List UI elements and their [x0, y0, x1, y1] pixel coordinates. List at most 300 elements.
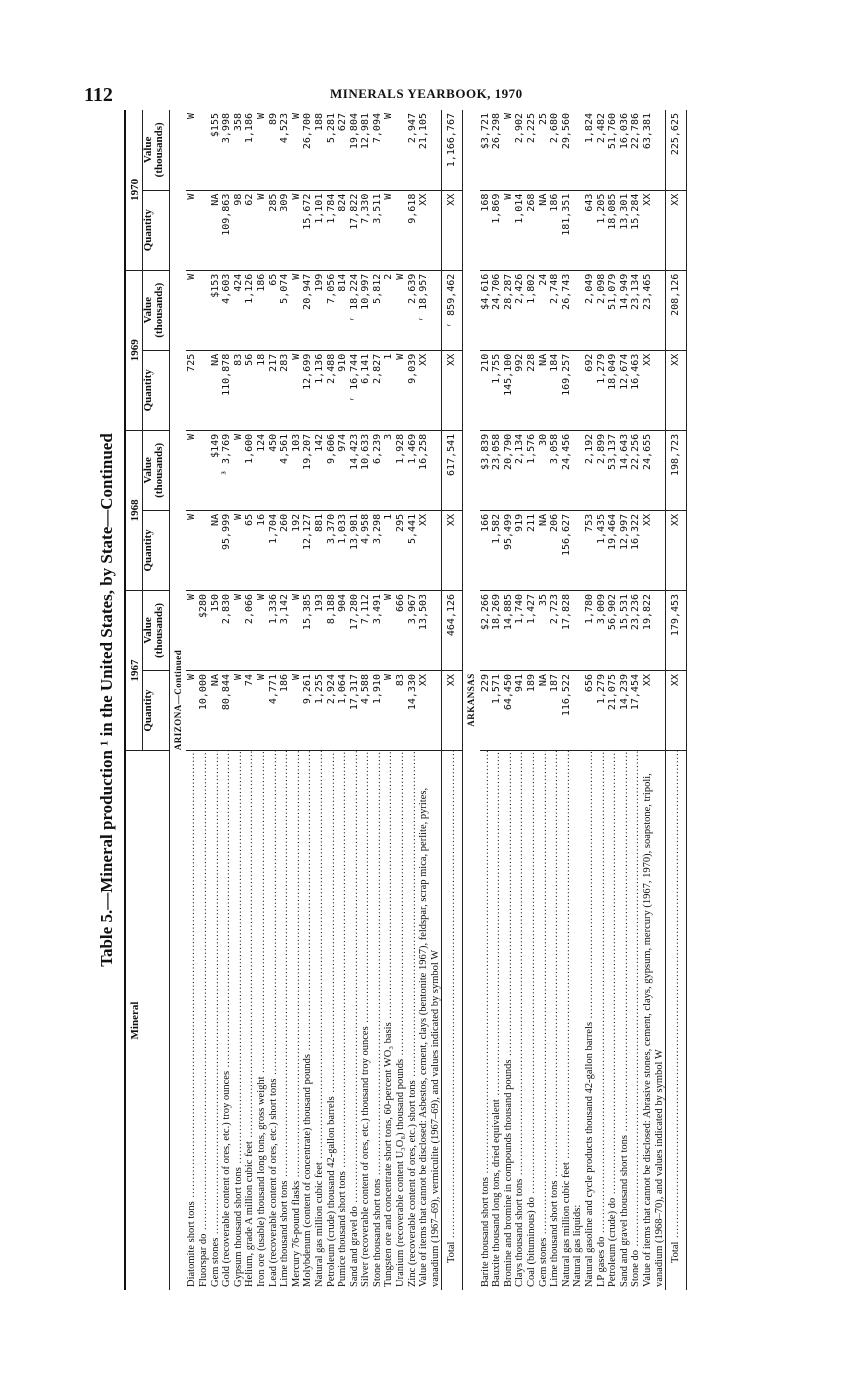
value-cell: $149 — [210, 430, 222, 510]
quantity-cell: 189 — [526, 671, 538, 751]
value-cell: 142 — [314, 430, 326, 510]
quantity-cell: NA — [538, 350, 550, 430]
value-cell: 1,928 — [395, 430, 407, 510]
quantity-cell: 1,571 — [491, 671, 503, 751]
mineral-name: Barite — [479, 1261, 491, 1287]
unit-label: thousand short tons — [279, 1180, 291, 1263]
unit-label: do — [526, 1197, 537, 1208]
value-cell: W — [186, 110, 198, 190]
quantity-cell: 210 — [480, 350, 492, 430]
value-cell: W — [186, 270, 198, 350]
table-row — [526, 110, 538, 1290]
mineral-name: Value of items that cannot be disclosed: Asbestos, cement, clays (bentonite 1967), feldspar, scrap mica, perlite, pyrites, vanadium (1967–69), vermiculite (1967–69), and values indicated by symbol W — [418, 787, 441, 1287]
unit-label: thousand pounds — [395, 1058, 407, 1130]
quantity-cell: 4,958 — [360, 510, 372, 590]
mineral-production-table — [124, 110, 687, 1290]
value-cell: $4,616 — [480, 270, 492, 350]
quantity-cell: 9,039 — [407, 350, 419, 430]
quantity-cell — [198, 190, 210, 270]
quantity-cell: NA — [210, 350, 222, 430]
quantity-cell: 2,924 — [326, 671, 338, 751]
value-cell: 4,561 — [279, 430, 291, 510]
mineral-name-cell — [584, 751, 596, 1290]
unit-label: troy ounces — [221, 1070, 233, 1120]
quantity-cell: 192 — [291, 510, 303, 590]
value-cell: 627 — [337, 110, 349, 190]
quantity-cell: 1 — [383, 350, 395, 430]
quantity-cell: 206 — [549, 510, 561, 590]
quantity-cell: NA — [210, 190, 222, 270]
total-quantity-cell: XX — [666, 671, 687, 751]
value-cell: 2,748 — [549, 270, 561, 350]
value-cell: ³ 3,769 — [221, 430, 233, 510]
mineral-name: Bromine and bromine in compounds — [502, 1133, 514, 1287]
mineral-name-cell — [244, 751, 256, 1290]
quantity-cell: 228 — [526, 350, 538, 430]
value-cell: 5,812 — [372, 270, 384, 350]
value-header: Value (thousands) — [142, 270, 169, 350]
total-value-cell: 198,723 — [666, 430, 687, 510]
quantity-cell: W — [383, 671, 395, 751]
quantity-cell: 18,085 — [607, 190, 619, 270]
section-name: ARIZONA—Continued — [172, 649, 183, 751]
quantity-cell: 1,101 — [314, 190, 326, 270]
mineral-name: Pumice — [337, 1255, 349, 1287]
value-cell: 51,079 — [607, 270, 619, 350]
mineral-name-cell — [268, 751, 280, 1290]
value-header: Value (thousands) — [142, 430, 169, 510]
mineral-name: Sand and gravel — [618, 1219, 630, 1287]
unit-label: 76-pound flasks — [290, 1180, 302, 1249]
quantity-cell: 15,672 — [302, 190, 314, 270]
value-cell: 15,531 — [619, 590, 631, 670]
value-cell: 25 — [538, 110, 550, 190]
mineral-name: Natural gas — [313, 1238, 325, 1287]
table-row — [503, 110, 515, 1290]
total-row — [666, 110, 687, 1290]
value-header: Value (thousands) — [142, 590, 169, 670]
quantity-cell: 9,261 — [302, 671, 314, 751]
quantity-cell: 260 — [279, 510, 291, 590]
value-cell — [198, 110, 210, 190]
unit-label: do — [348, 1206, 360, 1217]
value-cell: 15,385 — [302, 590, 314, 670]
quantity-cell: W — [503, 190, 515, 270]
value-cell: W — [291, 270, 303, 350]
mineral-name-cell — [337, 751, 349, 1290]
quantity-cell: 13,301 — [619, 190, 631, 270]
value-cell: 22,256 — [630, 430, 642, 510]
value-cell: 2,066 — [244, 590, 256, 670]
value-cell: W — [503, 110, 515, 190]
value-cell: 3,967 — [407, 590, 419, 670]
quantity-cell: 65 — [244, 510, 256, 590]
mineral-name-cell — [480, 751, 492, 1290]
section-name: ARKANSAS — [466, 673, 477, 727]
mineral-name-cell — [186, 751, 198, 1290]
table-row — [395, 110, 407, 1290]
value-cell: 20,947 — [302, 270, 314, 350]
quantity-cell: 12,997 — [619, 510, 631, 590]
unit-label: thousand long tons, gross weight — [255, 1076, 267, 1215]
quantity-cell: 12,127 — [302, 510, 314, 590]
value-cell — [572, 270, 584, 350]
value-cell: ʳ 18,957 — [418, 270, 442, 350]
value-cell: 30 — [538, 430, 550, 510]
mineral-name: Silver (recoverable content of ores, etc.) — [360, 1118, 372, 1287]
quantity-cell: 656 — [584, 671, 596, 751]
table-row — [549, 110, 561, 1290]
quantity-cell: 1,279 — [596, 671, 608, 751]
quantity-cell: 98 — [233, 190, 245, 270]
value-cell: 3,142 — [279, 590, 291, 670]
quantity-cell: 16 — [256, 510, 268, 590]
mineral-name: Natural gasoline and cycle products — [583, 1136, 595, 1287]
quantity-cell: 1,869 — [491, 190, 503, 270]
value-cell: W — [291, 590, 303, 670]
value-cell: 9,606 — [326, 430, 338, 510]
quantity-cell: 95,499 — [503, 510, 515, 590]
quantity-cell: 116,522 — [561, 671, 573, 751]
total-quantity-cell: XX — [442, 190, 463, 270]
quantity-cell: 13,981 — [349, 510, 361, 590]
quantity-header: Quantity — [142, 350, 169, 430]
value-cell: 13,503 — [418, 590, 442, 670]
value-cell: 1,126 — [244, 270, 256, 350]
mineral-name-cell — [360, 751, 372, 1290]
total-value-cell: ʳ 859,462 — [442, 270, 463, 350]
quantity-cell: W — [256, 190, 268, 270]
value-cell — [572, 430, 584, 510]
mineral-name: Mercury — [290, 1250, 302, 1287]
mineral-name-cell — [210, 751, 222, 1290]
quantity-cell: 211 — [526, 510, 538, 590]
value-cell: 23,134 — [630, 270, 642, 350]
quantity-cell — [198, 510, 210, 590]
value-cell — [198, 430, 210, 510]
quantity-cell: NA — [538, 671, 550, 751]
value-cell: 358 — [233, 110, 245, 190]
quantity-cell: 4,588 — [360, 671, 372, 751]
value-cell: 16,036 — [619, 110, 631, 190]
quantity-cell: 1,582 — [491, 510, 503, 590]
table-row — [491, 110, 503, 1290]
quantity-cell: 95,999 — [221, 510, 233, 590]
mineral-name-cell — [383, 751, 395, 1290]
table-row — [383, 110, 395, 1290]
value-cell: 24 — [538, 270, 550, 350]
quantity-cell: 15,284 — [630, 190, 642, 270]
value-cell: 124 — [256, 430, 268, 510]
unit-label: thousand pounds — [302, 1054, 314, 1125]
table-row — [221, 110, 233, 1290]
value-cell: 3,491 — [372, 590, 384, 670]
value-cell: 10,633 — [360, 430, 372, 510]
quantity-cell: 1,255 — [314, 671, 326, 751]
unit-label: thousand short tons — [549, 1180, 561, 1263]
quantity-cell: XX — [418, 671, 442, 751]
total-quantity-cell: XX — [666, 190, 687, 270]
value-cell: 29,560 — [561, 110, 573, 190]
table-row — [619, 110, 631, 1290]
quantity-cell: 1,014 — [514, 190, 526, 270]
quantity-cell: XX — [418, 350, 442, 430]
section-row — [463, 110, 480, 1290]
value-cell: W — [186, 590, 198, 670]
value-cell: ʳ 18,224 — [349, 270, 361, 350]
value-cell: 7,056 — [326, 270, 338, 350]
value-cell: $3,839 — [480, 430, 492, 510]
quantity-cell: 12,674 — [619, 350, 631, 430]
quantity-cell: W — [256, 671, 268, 751]
quantity-cell: 285 — [268, 190, 280, 270]
mineral-name-cell — [349, 751, 361, 1290]
mineral-name-cell — [561, 751, 573, 1290]
value-cell: 974 — [337, 430, 349, 510]
table-row — [596, 110, 608, 1290]
table-row — [372, 110, 384, 1290]
mineral-name-cell — [418, 751, 442, 1290]
quantity-cell: 3,511 — [372, 190, 384, 270]
value-cell: 14,423 — [349, 430, 361, 510]
mineral-name: Sand and gravel — [348, 1219, 360, 1287]
value-cell: 1,740 — [514, 590, 526, 670]
value-cell: 199 — [314, 270, 326, 350]
unit-label: thousand troy ounces — [360, 1026, 372, 1116]
quantity-cell: XX — [642, 350, 666, 430]
table-row — [584, 110, 596, 1290]
quantity-cell: NA — [210, 671, 222, 751]
value-cell: 2,482 — [596, 110, 608, 190]
quantity-cell: 3,298 — [372, 510, 384, 590]
value-cell: 2 — [383, 270, 395, 350]
quantity-cell: W — [186, 671, 198, 751]
value-cell: 26,298 — [491, 110, 503, 190]
table-row — [572, 110, 584, 1290]
quantity-cell: 168 — [480, 190, 492, 270]
quantity-cell: 268 — [526, 190, 538, 270]
quantity-cell: 17,822 — [349, 190, 361, 270]
mineral-name-cell — [256, 751, 268, 1290]
value-cell: 1,576 — [526, 430, 538, 510]
value-cell: 63,381 — [642, 110, 666, 190]
quantity-cell: 17,317 — [349, 671, 361, 751]
quantity-cell: 1,435 — [596, 510, 608, 590]
mineral-name: Zinc (recoverable content of ores, etc.) — [406, 1124, 418, 1287]
quantity-cell: 1 — [383, 510, 395, 590]
value-cell: 1,427 — [526, 590, 538, 670]
value-cell: W — [256, 110, 268, 190]
table-row — [561, 110, 573, 1290]
unit-label: short tons, 60-percent WO₃ basis — [383, 1022, 395, 1161]
page-number: 112 — [84, 84, 113, 106]
value-cell: 2,899 — [596, 430, 608, 510]
value-cell: 5,281 — [326, 110, 338, 190]
value-cell: W — [395, 270, 407, 350]
value-cell: 21,105 — [418, 110, 442, 190]
quantity-cell: 21,075 — [607, 671, 619, 751]
quantity-cell: W — [395, 350, 407, 430]
quantity-cell: XX — [642, 190, 666, 270]
value-cell: 1,186 — [244, 110, 256, 190]
quantity-cell: 64,450 — [503, 671, 515, 751]
total-quantity-cell: XX — [442, 671, 463, 751]
value-cell: 23,236 — [630, 590, 642, 670]
quantity-cell: 83 — [233, 350, 245, 430]
quantity-cell: 229 — [480, 671, 492, 751]
table-row — [210, 110, 222, 1290]
quantity-cell: 1,064 — [337, 671, 349, 751]
value-cell: 89 — [268, 110, 280, 190]
value-cell: 24,456 — [561, 430, 573, 510]
quantity-cell: 2,827 — [372, 350, 384, 430]
quantity-cell: 18 — [256, 350, 268, 430]
value-cell: 35 — [538, 590, 550, 670]
mineral-name: Petroleum (crude) — [325, 1210, 337, 1287]
quantity-cell: 1,755 — [491, 350, 503, 430]
unit-label: do — [607, 1197, 619, 1209]
quantity-cell: W — [233, 510, 245, 590]
value-cell: 186 — [256, 270, 268, 350]
quantity-cell: 145,100 — [503, 350, 515, 430]
quantity-cell: NA — [210, 510, 222, 590]
value-cell: $155 — [210, 110, 222, 190]
quantity-cell: 643 — [584, 190, 596, 270]
mineral-column-header: Mineral — [125, 751, 169, 1290]
mineral-name: Natural gas — [560, 1238, 572, 1287]
quantity-cell: W — [291, 190, 303, 270]
mineral-name: Diatomite — [186, 1245, 198, 1287]
quantity-cell: 295 — [395, 510, 407, 590]
rotated-table-block — [90, 110, 790, 1290]
total-value-cell: 617,541 — [442, 430, 463, 510]
unit-label: short tons — [406, 1080, 418, 1122]
value-cell: 19,207 — [302, 430, 314, 510]
mineral-name-cell — [221, 751, 233, 1290]
value-cell: 904 — [337, 590, 349, 670]
value-cell — [198, 270, 210, 350]
total-quantity-cell: XX — [666, 510, 687, 590]
value-cell: 10,997 — [360, 270, 372, 350]
mineral-name: Gypsum — [232, 1251, 244, 1287]
mineral-name-cell — [291, 751, 303, 1290]
quantity-cell: 166 — [480, 510, 492, 590]
quantity-cell — [395, 190, 407, 270]
value-cell: 7,112 — [360, 590, 372, 670]
unit-label: thousand pounds — [502, 1059, 514, 1131]
value-cell: 2,426 — [514, 270, 526, 350]
value-cell: 56,902 — [607, 590, 619, 670]
unit-label: do — [197, 1233, 209, 1245]
value-cell — [395, 110, 407, 190]
quantity-cell: 753 — [584, 510, 596, 590]
quantity-cell: 18,049 — [607, 350, 619, 430]
table-row — [314, 110, 326, 1290]
value-cell: 1,780 — [584, 590, 596, 670]
value-cell: 20,790 — [503, 430, 515, 510]
mineral-name: Stone — [630, 1263, 642, 1287]
running-head: MINERALS YEARBOOK, 1970 — [330, 86, 523, 101]
value-cell: 5,074 — [279, 270, 291, 350]
quantity-cell: 1,784 — [326, 190, 338, 270]
mineral-name: Gem stones — [537, 1237, 549, 1287]
quantity-cell: 80,844 — [221, 671, 233, 751]
quantity-cell: 692 — [584, 350, 596, 430]
value-cell: 7,094 — [372, 110, 384, 190]
quantity-cell: 1,704 — [268, 510, 280, 590]
value-cell: W — [383, 590, 395, 670]
mineral-name-cell — [503, 751, 515, 1290]
quantity-cell: 109,863 — [221, 190, 233, 270]
mineral-name: LP gases — [595, 1249, 607, 1287]
table-row — [607, 110, 619, 1290]
value-cell: 2,902 — [514, 110, 526, 190]
unit-label: thousand short tons — [371, 1178, 383, 1261]
mineral-name: Petroleum (crude) — [607, 1210, 619, 1287]
quantity-cell: 1,279 — [596, 350, 608, 430]
quantity-cell: 169,257 — [561, 350, 573, 430]
mineral-name-cell — [642, 751, 666, 1290]
value-cell: 3 — [383, 430, 395, 510]
value-cell: 23,058 — [491, 430, 503, 510]
unit-label: thousand short tons — [232, 1167, 244, 1249]
mineral-name-cell — [572, 751, 584, 1290]
year-header: 1968 — [125, 430, 142, 590]
mineral-name-cell — [279, 751, 291, 1290]
quantity-header: Quantity — [142, 671, 169, 751]
mineral-name-cell — [538, 751, 550, 1290]
mineral-name: Stone — [371, 1263, 383, 1287]
quantity-cell: W — [291, 350, 303, 430]
quantity-cell: 1,033 — [337, 510, 349, 590]
quantity-cell — [572, 671, 584, 751]
quantity-cell: 181,351 — [561, 190, 573, 270]
quantity-cell: 186 — [549, 190, 561, 270]
mineral-name-cell — [198, 751, 210, 1290]
quantity-cell: 10,000 — [198, 671, 210, 751]
value-cell: 14,949 — [619, 270, 631, 350]
quantity-cell: 910 — [337, 350, 349, 430]
unit-label: thousand short tons — [514, 1178, 526, 1261]
total-value-cell: 464,126 — [442, 590, 463, 670]
quantity-cell: XX — [642, 510, 666, 590]
value-cell: $153 — [210, 270, 222, 350]
mineral-name-cell — [630, 751, 642, 1290]
quantity-cell: 184 — [549, 350, 561, 430]
value-cell: 19,804 — [349, 110, 361, 190]
mineral-name-cell — [491, 751, 503, 1290]
value-cell: 8,188 — [326, 590, 338, 670]
year-header: 1967 — [125, 590, 142, 750]
unit-label: thousand 42-gallon barrels — [325, 1096, 337, 1209]
total-label-cell — [442, 751, 463, 1290]
table-row — [642, 110, 666, 1290]
table-title: Table 5.—Mineral production ¹ in the United States, by State—Continued — [97, 433, 116, 967]
value-cell: 2,680 — [549, 110, 561, 190]
value-cell: 65 — [268, 270, 280, 350]
quantity-cell: 4,771 — [268, 671, 280, 751]
table-row — [268, 110, 280, 1290]
quantity-cell: 881 — [314, 510, 326, 590]
mineral-name: Molybdenum (content of concentrate) — [302, 1127, 314, 1287]
total-label-cell — [666, 751, 687, 1290]
value-cell: 103 — [291, 430, 303, 510]
value-cell: 2,049 — [584, 270, 596, 350]
quantity-cell: W — [291, 671, 303, 751]
value-cell: 2,225 — [526, 110, 538, 190]
table-row — [302, 110, 314, 1290]
mineral-name: Lime — [279, 1264, 291, 1287]
